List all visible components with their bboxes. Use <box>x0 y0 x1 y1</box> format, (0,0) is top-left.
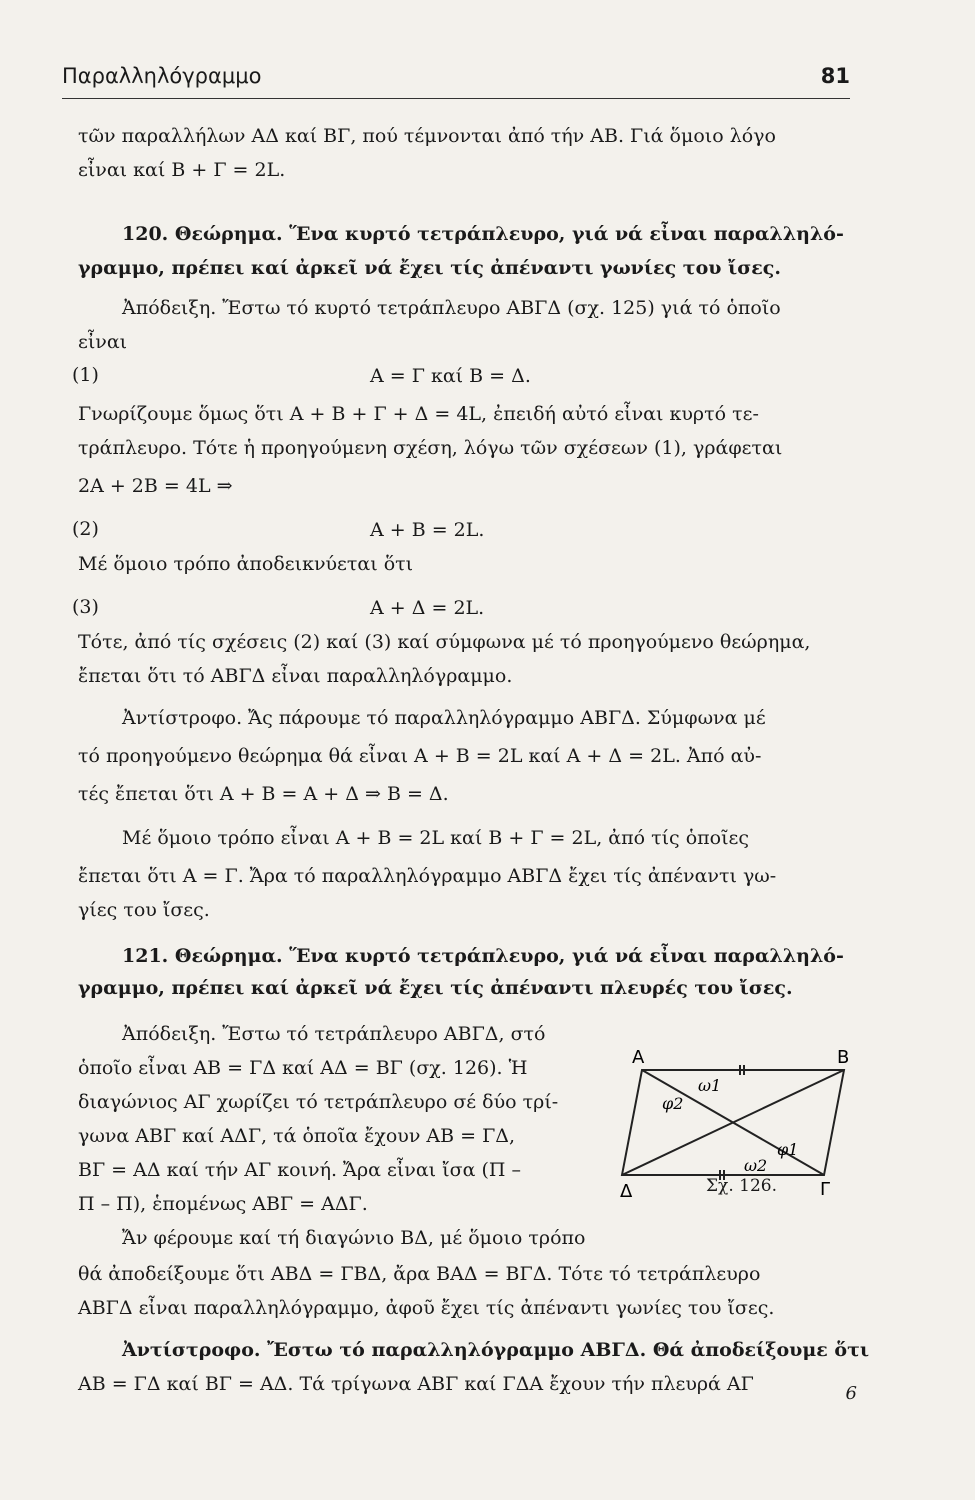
text-line: τές ἔπεται ὅτι Α + Β = Α + Δ ⇒ Β = Δ. <box>78 783 449 805</box>
text-line: 2Α + 2Β = 4L ⇒ <box>78 475 233 497</box>
theorem-121-title: 121. Θεώρημα. Ἕνα κυρτό τετράπλευρο, γιά νά εἶναι παραλληλό- <box>122 945 844 967</box>
vertex-label-c: Γ <box>820 1179 831 1200</box>
text-line: τράπλευρο. Τότε ἡ προηγούμενη σχέση, λόγω τῶν σχέσεων (1), γράφεται <box>78 437 783 459</box>
text-line: Γνωρίζουμε ὅμως ὅτι Α + Β + Γ + Δ = 4L, ἐπειδή αὐτό εἶναι κυρτό τε- <box>78 403 759 425</box>
angle-label-f2: φ2 <box>662 1094 684 1113</box>
text-line: θά ἀποδείξουμε ὅτι ΑΒΔ = ΓΒΔ, ἄρα ΒΑΔ = ΒΓΔ. Τότε τό τετράπλευρο <box>78 1263 761 1285</box>
vertex-label-d: Δ <box>620 1181 633 1202</box>
text-line: εἶναι καί Β + Γ = 2L. <box>78 159 286 181</box>
vertex-label-b: B <box>837 1047 850 1068</box>
equation-2: Α + Β = 2L. <box>370 519 485 541</box>
text-line: Ἄν φέρουμε καί τή διαγώνιο ΒΔ, μέ ὅμοιο τρόπο <box>122 1227 586 1249</box>
angle-label-w2: ω2 <box>744 1156 768 1175</box>
diagonal-bd <box>622 1070 844 1175</box>
equation-label: (2) <box>72 518 99 540</box>
theorem-121-title-cont: γραμμο, πρέπει καί ἀρκεῖ νά ἔχει τίς ἀπέναντι πλευρές του ἴσες. <box>78 977 793 999</box>
text-line: Ἀπόδειξη. Ἔστω τό τετράπλευρο ΑΒΓΔ, στό <box>122 1023 546 1045</box>
text-line: Π – Π), ἑπομένως ΑΒΓ = ΑΔΓ. <box>78 1193 368 1215</box>
text-line: ἔπεται ὅτι Α = Γ. Ἄρα τό παραλληλόγραμμο ΑΒΓΔ ἔχει τίς ἀπέναντι γω- <box>78 865 777 887</box>
text-line: εἶναι <box>78 331 128 353</box>
signature-mark: 6 <box>845 1383 857 1404</box>
theorem-120-title: 120. Θεώρημα. Ἕνα κυρτό τετράπλευρο, γιά νά εἶναι παραλληλό- <box>122 223 844 245</box>
chapter-title: Παραλληλόγραμμο <box>62 64 262 88</box>
text-line: γωνα ΑΒΓ καί ΑΔΓ, τά ὁποῖα ἔχουν ΑΒ = ΓΔ, <box>78 1125 516 1147</box>
equation-3: Α + Δ = 2L. <box>370 597 485 619</box>
text-line: Ἀντίστροφο. Ἄς πάρουμε τό παραλληλόγραμμο ΑΒΓΔ. Σύμφωνα μέ <box>122 707 766 729</box>
text-line: Μέ ὅμοιο τρόπο εἶναι Α + Β = 2L καί Β + Γ = 2L, ἀπό τίς ὁποῖες <box>122 827 750 849</box>
text-line: ἔπεται ὅτι τό ΑΒΓΔ εἶναι παραλληλόγραμμο. <box>78 665 513 687</box>
text-line: ΒΓ = ΑΔ καί τήν ΑΓ κοινή. Ἄρα εἶναι ἴσα (Π – <box>78 1159 521 1181</box>
text-line: γίες του ἴσες. <box>78 899 210 921</box>
text-line: Μέ ὅμοιο τρόπο ἀποδεικνύεται ὅτι <box>78 553 414 575</box>
angle-label-w1: ω1 <box>698 1076 722 1095</box>
text-line: ὁποῖο εἶναι ΑΒ = ΓΔ καί ΑΔ = ΒΓ (σχ. 126). Ἡ <box>78 1057 528 1079</box>
page-header <box>62 62 850 99</box>
text-line: Ἀντίστροφο. Ἔστω τό παραλληλόγραμμο ΑΒΓΔ. Θά ἀποδείξουμε ὅτι <box>122 1339 870 1361</box>
equation-label: (3) <box>72 596 99 618</box>
text-line: τό προηγούμενο θεώρημα θά εἶναι Α + Β = 2L καί Α + Δ = 2L. Ἀπό αὐ- <box>78 745 762 767</box>
text-line: τῶν παραλλήλων ΑΔ καί ΒΓ, πού τέμνονται ἀπό τήν ΑΒ. Γιά ὅμοιο λόγο <box>78 125 776 147</box>
equation-label: (1) <box>72 364 99 386</box>
theorem-120-title-cont: γραμμο, πρέπει καί ἀρκεῖ νά ἔχει τίς ἀπέναντι γωνίες του ἴσες. <box>78 257 781 279</box>
vertex-label-a: A <box>632 1047 645 1068</box>
text-line: ΑΒΓΔ εἶναι παραλληλόγραμμο, ἀφοῦ ἔχει τίς ἀπέναντι γωνίες του ἴσες. <box>78 1297 775 1319</box>
text-line: ΑΒ = ΓΔ καί ΒΓ = ΑΔ. Τά τρίγωνα ΑΒΓ καί ΓΔΑ ἔχουν τήν πλευρά ΑΓ <box>78 1373 754 1395</box>
equation-1: Α = Γ καί Β = Δ. <box>370 365 531 387</box>
text-line: διαγώνιος ΑΓ χωρίζει τό τετράπλευρο σέ δύο τρί- <box>78 1091 559 1113</box>
text-line: Τότε, ἀπό τίς σχέσεις (2) καί (3) καί σύμφωνα μέ τό προηγούμενο θεώρημα, <box>78 631 811 653</box>
text-line: Ἀπόδειξη. Ἔστω τό κυρτό τετράπλευρο ΑΒΓΔ (σχ. 125) γιά τό ὁποῖο <box>122 297 781 319</box>
page-number: 81 <box>820 64 850 88</box>
angle-label-f1: φ1 <box>777 1140 799 1159</box>
figure-caption: Σχ. 126. <box>706 1176 777 1196</box>
